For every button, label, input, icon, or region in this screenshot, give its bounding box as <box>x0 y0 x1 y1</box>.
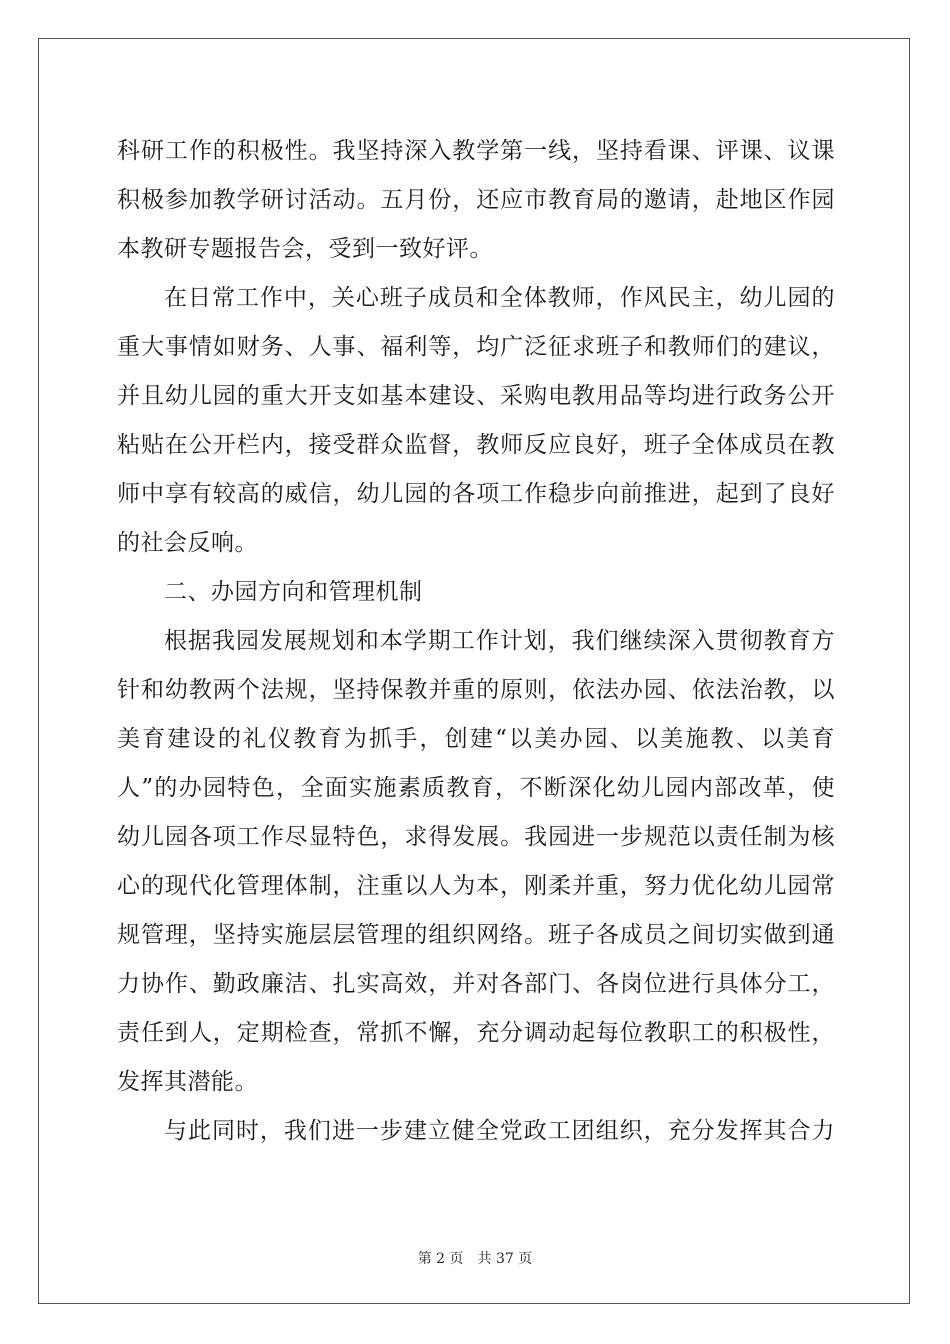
paragraph-line: 发挥其潜能。 <box>117 1069 258 1095</box>
paragraph-line: 在日常工作中，关心班子成员和全体教师，作风民主，幼儿园的 <box>164 285 835 311</box>
paragraph-line: 力协作、勤政廉洁、扎实高效，并对各部门、各岗位进行具体分工， <box>117 971 835 997</box>
paragraph-line: 根据我园发展规划和本学期工作计划，我们继续深入贯彻教育方 <box>164 628 835 654</box>
paragraph-line: 规管理，坚持实施层层管理的组织网络。班子各成员之间切实做到通 <box>117 922 835 948</box>
paragraph-line: 的社会反响。 <box>117 530 258 556</box>
paragraph-line: 幼儿园各项工作尽显特色，求得发展。我园进一步规范以责任制为核 <box>117 824 835 850</box>
paragraph-line: 责任到人，定期检查，常抓不懈，充分调动起每位教职工的积极性， <box>117 1020 835 1046</box>
document-body <box>117 127 835 1156</box>
paragraph-line: 本教研专题报告会，受到一致好评。 <box>117 236 493 262</box>
paragraph-line: 积极参加教学研讨活动。五月份，还应市教育局的邀请，赴地区作园 <box>117 187 835 213</box>
paragraph-line: 二、办园方向和管理机制 <box>164 579 423 605</box>
paragraph-line: 美育建设的礼仪教育为抓手，创建“以美办园、以美施教、以美育 <box>117 726 835 752</box>
paragraph-line: 粘贴在公开栏内，接受群众监督，教师反应良好，班子全体成员在教 <box>117 432 835 458</box>
paragraph-line: 心的现代化管理体制，注重以人为本，刚柔并重，努力优化幼儿园常 <box>117 873 835 899</box>
paragraph-line: 重大事情如财务、人事、福利等，均广泛征求班子和教师们的建议， <box>117 334 835 360</box>
paragraph-line: 针和幼教两个法规，坚持保教并重的原则，依法办园、依法治教，以 <box>117 677 835 703</box>
page-footer <box>0 1248 950 1268</box>
page-number: 第 2 页 <box>417 1251 464 1267</box>
paragraph-line: 师中享有较高的威信，幼儿园的各项工作稳步向前推进，起到了良好 <box>117 481 835 507</box>
paragraph-line: 科研工作的积极性。我坚持深入教学第一线，坚持看课、评课、议课 <box>117 138 835 164</box>
paragraph-line: 与此同时，我们进一步建立健全党政工团组织，充分发挥其合力 <box>164 1118 835 1144</box>
page-total: 共 37 页 <box>477 1251 533 1267</box>
paragraph-line: 人”的办园特色，全面实施素质教育，不断深化幼儿园内部改革，使 <box>117 775 835 801</box>
paragraph-line: 并且幼儿园的重大开支如基本建设、采购电教用品等均进行政务公开 <box>117 383 835 409</box>
